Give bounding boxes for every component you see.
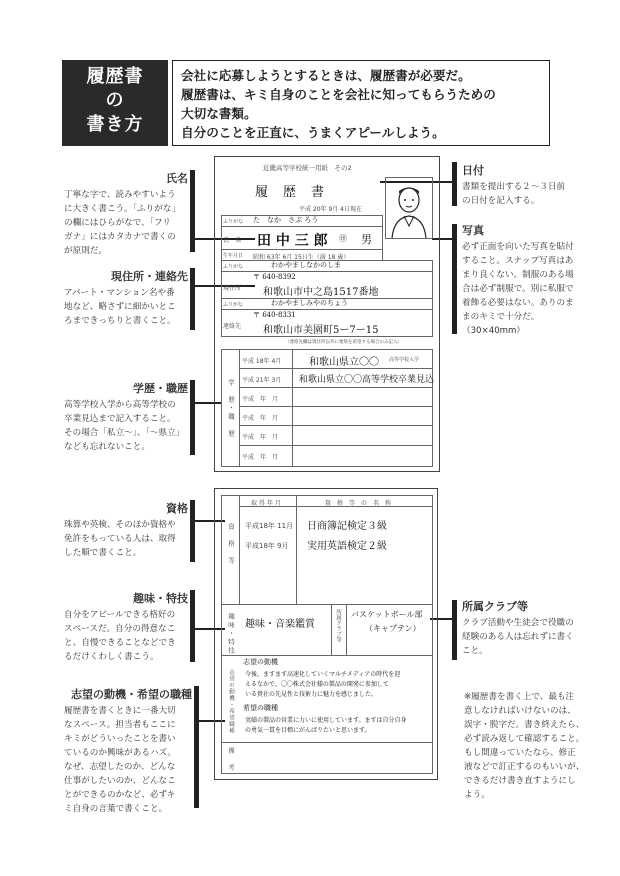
- zip-code: 〒 640-8392: [253, 273, 296, 281]
- callout-text: まのキミで十分だ。: [462, 312, 540, 322]
- callout-bar: [452, 162, 457, 206]
- form-date: 平成 20年 9月 4日現在: [299, 206, 362, 213]
- callout-title: 趣味・特技: [133, 592, 188, 605]
- name-value: 田 中 三 郎: [257, 233, 328, 249]
- license-name: 実用英語検定２級: [307, 541, 387, 552]
- address-furigana: わかやましなかのしま: [271, 261, 341, 269]
- callout-title: 日付: [462, 164, 484, 177]
- callout-text: に大きく書こう。「ふりがな」: [64, 204, 181, 214]
- callout-text: ※履歴書を書く上で、最も注: [464, 692, 575, 702]
- callout-text: よう。: [464, 790, 490, 800]
- furigana-label: ふりがな: [223, 264, 244, 270]
- furigana-value: た なか さぶ ろう: [253, 216, 319, 224]
- job-line: 実績の製品の営業に力いに使用しています。ますは自分自身: [245, 717, 407, 724]
- furigana-label: ふりがな: [223, 219, 244, 225]
- page-title-line: 書き方: [86, 114, 144, 135]
- history-date: 平成 18年 4月: [242, 358, 282, 365]
- callout-text: 卒業見込まで記入すること。: [64, 414, 176, 424]
- license-date: 平成18年 9月: [245, 542, 289, 550]
- contact-zip: 〒 640-8331: [253, 311, 296, 319]
- callout-text: るだけくわしく書こう。: [64, 652, 159, 662]
- callout-text: キミがどういったことを書い: [64, 734, 176, 744]
- callout-text: まり良くない。制服のある場: [462, 270, 574, 280]
- callout-text: スペースだ。自分の得意なこ: [64, 624, 176, 634]
- callout-text: ているのか興味があるハズ。: [64, 748, 176, 758]
- callout-text: ミ自身の言葉で書くこと。: [64, 804, 168, 814]
- remarks-label: 備 考: [227, 747, 235, 773]
- license-name: 日商簿記検定３級: [307, 521, 387, 532]
- callout-title: 所属クラブ等: [462, 600, 528, 613]
- resume-form-page2: [214, 488, 438, 780]
- history-text: 和歌山県立〇〇高等学校卒業見込: [299, 375, 435, 385]
- furigana-label: ふりがな: [223, 302, 244, 308]
- callout-text: 液などで訂正するのもいいが、: [464, 762, 585, 772]
- callout-bar: [194, 686, 199, 808]
- history-date: 平成 年 月: [242, 454, 279, 461]
- form-title: 履 歴 書: [255, 185, 326, 200]
- callout-title: 志望の動機・希望の職種: [71, 688, 192, 701]
- callout-text: の日付を記入する。: [462, 196, 540, 206]
- form-header: 近畿高等学校統一用紙 その2: [263, 164, 352, 172]
- intro-line: 自分のことを正直に、うまくアピールしよう。: [181, 125, 445, 140]
- callout-title: 氏名: [166, 172, 188, 185]
- job-heading: 希望の職種: [243, 704, 278, 712]
- callout-text: 高等学校入学から高等学校の: [64, 400, 176, 410]
- history-date: 平成 年 月: [242, 434, 279, 441]
- address-label: 現住所: [223, 285, 242, 292]
- student-photo-icon: [386, 178, 432, 238]
- callout-text: 履歴書を書くときに一番大切: [64, 706, 176, 716]
- contact-label: 連絡先: [223, 323, 242, 330]
- callout-text: なぜ、志望したのか、どんな: [64, 762, 176, 772]
- callout-text: 仕事がしたいのか、どんなこ: [64, 776, 176, 786]
- callout-text: 必ず読み返して確認すること。: [464, 734, 585, 744]
- remarks-row: [221, 742, 433, 774]
- intro-line: 履歴書は、キミ自身のことを会社に知ってもらうための: [181, 87, 496, 102]
- club-label: 所属クラブ等: [335, 609, 341, 642]
- callout-license: [64, 502, 188, 560]
- callout-note: [464, 690, 614, 802]
- callout-bar: [190, 590, 195, 662]
- page-title: [62, 60, 168, 146]
- callout-text: した順で書くこと。: [64, 548, 142, 558]
- callout-text: の欄にはひらがなで、「フリ: [64, 218, 171, 228]
- resume-form-page1: [214, 156, 440, 472]
- history-date: 平成 年 月: [242, 415, 279, 422]
- callout-bar: [190, 500, 195, 562]
- intro-box: [172, 60, 550, 146]
- history-text: 和歌山県立〇〇: [309, 357, 379, 368]
- callout-text: ろまできっちりと書くこと。: [64, 316, 176, 326]
- callout-text: その場合「私立〜」、「〜県立」: [64, 428, 185, 438]
- callout-text: （30×40mm）: [462, 326, 526, 336]
- callout-bar: [190, 170, 195, 252]
- callout-hobby: [64, 592, 188, 664]
- history-date: 平成 21年 3月: [242, 377, 282, 384]
- motive-line: えるなかで、〇〇株式会社様の製品の開発に参加して: [245, 681, 389, 688]
- callout-bar: [190, 268, 195, 330]
- callout-text: 意しなければいけないのは、: [464, 706, 576, 716]
- callout-text: なスペース。担当者もここに: [64, 720, 176, 730]
- page-title-line: の: [105, 90, 125, 111]
- callout-text: 合は必ず制服で。別に私服で: [462, 284, 574, 294]
- birth-label: 生年月日: [223, 253, 244, 259]
- callout-title: 写真: [462, 224, 484, 237]
- contact-value: 和歌山市美園町5ー7ー15: [263, 325, 379, 336]
- contact-furigana: わかやましみやのちょう: [271, 299, 348, 307]
- license-label: 資 格 等: [227, 523, 235, 566]
- history-suffix: 高等学校入学: [389, 357, 420, 363]
- callout-photo: [462, 224, 612, 338]
- callout-name: [64, 172, 188, 258]
- callout-text: アパート・マンション名や番: [64, 288, 175, 298]
- callout-text: 誤字・脱字だ。書き終えたら、: [464, 720, 585, 730]
- callout-text: 地など、略さずに細かいとこ: [64, 302, 176, 312]
- callout-text: とができるのかなど、必ずキ: [64, 790, 176, 800]
- intro-line: 大切な書類。: [181, 106, 257, 121]
- callout-date: [462, 164, 612, 208]
- motive-line: いる貴社の先見性と技術力に魅力を感じました。: [245, 691, 378, 698]
- callout-text: すること。スナップ写真はあ: [462, 256, 574, 266]
- callout-motive: [64, 688, 192, 816]
- job-line: の勇気一貫を目標にがんばりたいと思います。: [245, 727, 371, 734]
- history-label: 学 歴・職 歴: [227, 379, 235, 439]
- callout-text: と、自慢できることなどでき: [64, 638, 176, 648]
- address-value: 和歌山市中之島1517番地: [263, 287, 379, 298]
- motive-line: 今後、ますます高速化していくマルチメディアの時代を迎: [245, 671, 401, 678]
- callout-text: 着飾る必要はない。ありのま: [462, 298, 574, 308]
- callout-text: なども忘れないこと。: [64, 442, 150, 452]
- callout-text: が原則だ。: [64, 246, 107, 256]
- callout-bar: [452, 600, 457, 660]
- club-role: （キャプテン）: [365, 624, 421, 633]
- page-title-line: 履歴書: [86, 66, 144, 87]
- callout-title: 現住所・連絡先: [111, 270, 188, 283]
- club-value: バスケットボール部: [351, 610, 423, 619]
- birth-value: 昭和 63年 6月 15日生（満 18 歳）: [253, 254, 350, 261]
- seal-mark: ㊞: [339, 234, 347, 243]
- callout-text: もし間違っていたなら、修正: [464, 748, 576, 758]
- callout-text: 書類を提出する２〜３日前: [462, 182, 566, 192]
- callout-text: こと。: [462, 646, 488, 656]
- intro-line: 会社に応募しようとするときは、履歴書が必要だ。: [181, 68, 471, 83]
- callout-title: 学歴・職歴: [133, 382, 188, 395]
- callout-text: ガナ」にはカタカナで書くの: [64, 232, 176, 242]
- contact-note: （連絡先欄は現住所以外に連絡を希望する場合のみ記入）: [285, 340, 402, 345]
- gender-value: 男: [361, 233, 372, 246]
- callout-bar: [452, 224, 457, 334]
- callout-text: できるだけ書き直すようにし: [464, 776, 576, 786]
- callout-bar: [190, 380, 195, 455]
- callout-text: 丁寧な字で、読みやすいよう: [64, 190, 176, 200]
- motive-heading: 志望の動機: [243, 658, 278, 666]
- callout-text: クラブ活動や生徒会で役職の: [462, 618, 574, 628]
- license-date: 平成18年 11月: [245, 522, 294, 530]
- hobby-label: 趣味・特技: [227, 613, 235, 656]
- callout-title: 資格: [166, 502, 188, 515]
- history-date: 平成 年 月: [242, 396, 279, 403]
- callout-text: 免許をもっている人は、取得: [64, 534, 176, 544]
- callout-address: [64, 270, 188, 328]
- hobby-value: 趣味・音楽鑑賞: [245, 619, 315, 630]
- callout-history: [64, 382, 188, 454]
- callout-text: 珠算や英検、そのほか資格や: [64, 520, 176, 530]
- license-col-name: 資 格 等 の 名 称: [325, 500, 392, 507]
- photo-box: [385, 177, 433, 239]
- name-label: 氏 名: [223, 237, 242, 244]
- callout-text: 必ず正面を向いた写真を貼付: [462, 242, 574, 252]
- license-col-date: 取 得 年 月: [251, 500, 281, 507]
- motive-label: 志望の動機・希望職種: [228, 669, 234, 734]
- callout-text: 自分をアピールできる格好の: [64, 610, 176, 620]
- callout-text: 経験のある人は忘れずに書く: [462, 632, 574, 642]
- callout-club: [462, 600, 612, 658]
